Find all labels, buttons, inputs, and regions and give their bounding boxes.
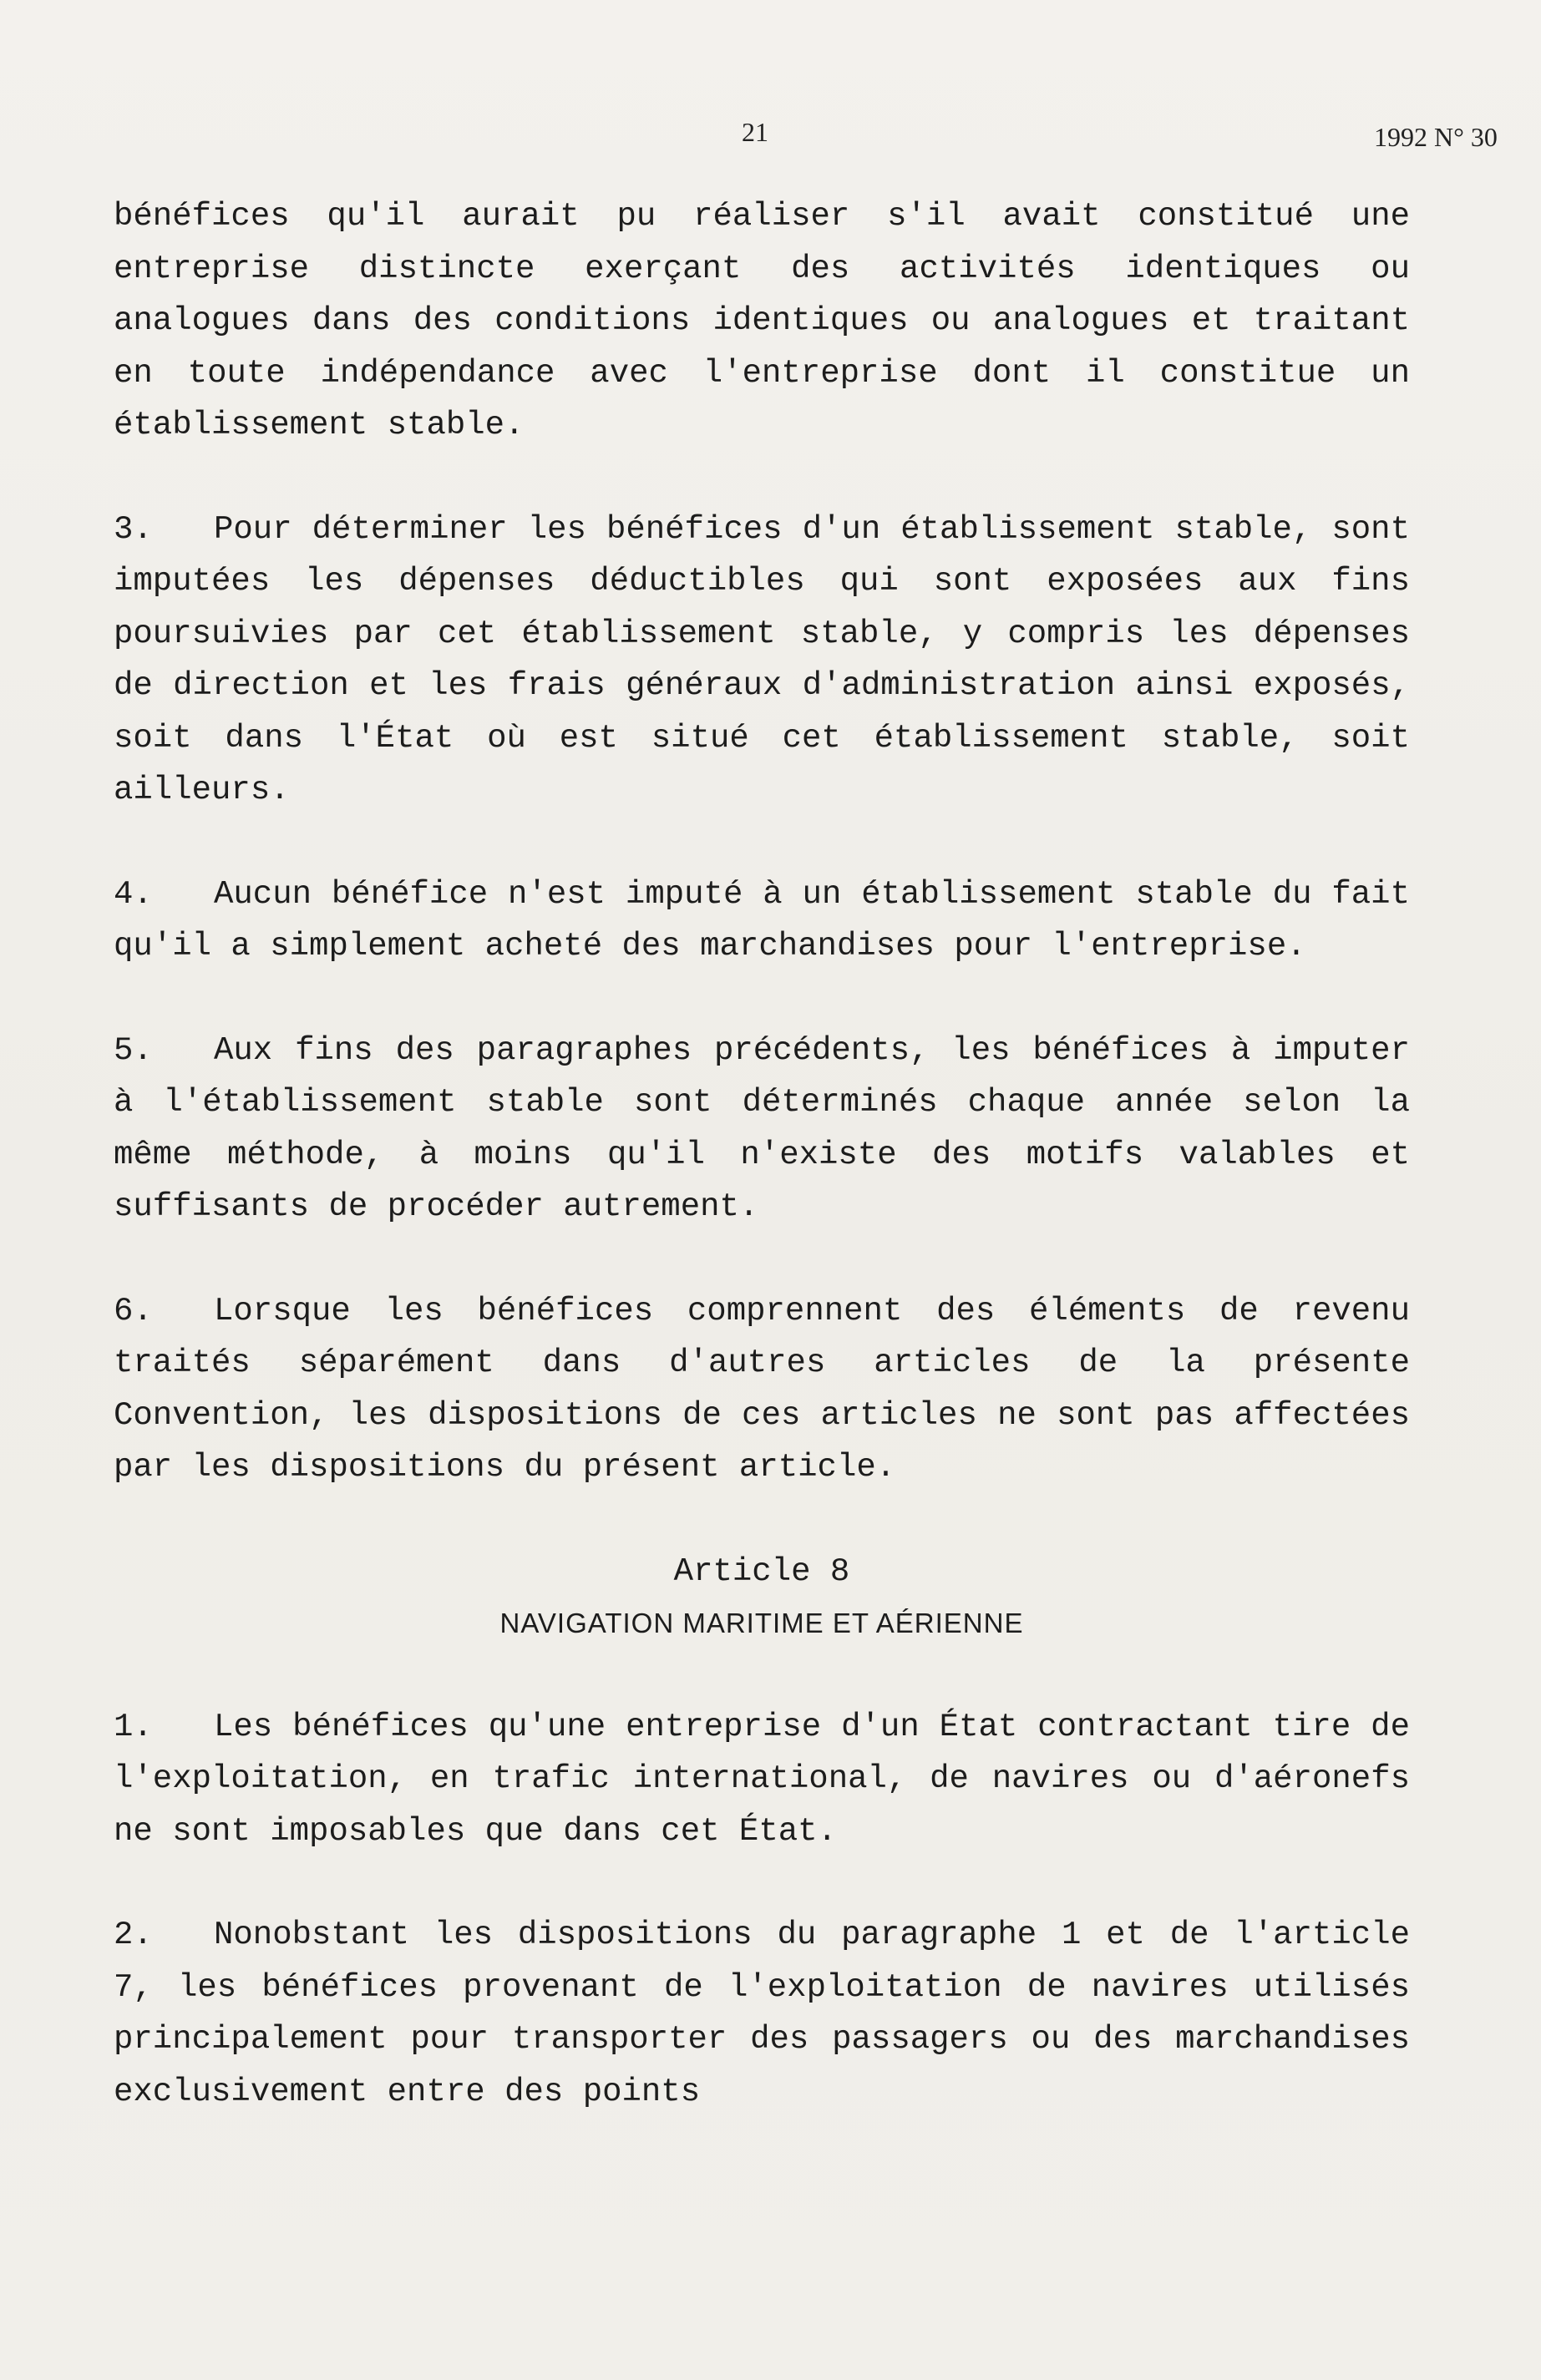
article-subtitle: NAVIGATION MARITIME ET AÉRIENNE: [499, 1607, 1024, 1638]
paragraph-6: [114, 1285, 1410, 1494]
paragraph-number: 6.: [114, 1292, 153, 1329]
paragraph-number: 3.: [114, 510, 153, 548]
paragraph-number: 4.: [114, 875, 153, 913]
paragraph-text: Pour déterminer les bénéfices d'un établissement stable, sont imputées les dépenses déductibles qui sont exposées aux fins poursuivies par cet établissement stable, y compris les dépenses de direction et les frais généraux d'administration ainsi exposés, soit dans l'État où est situé cet établissement stable, soit ailleurs.: [114, 510, 1410, 808]
article-paragraph-1: [114, 1701, 1410, 1858]
article-title: Article 8: [673, 1552, 850, 1590]
paragraph-text: Nonobstant les dispositions du paragraphe 1 et de l'article 7, les bénéfices provenant de l'exploitation de navires utilisés principalement pour transporter des passagers ou des marchandises exclusivement entre des points: [114, 1917, 1410, 2110]
paragraph-4: [114, 868, 1410, 973]
issue-number: 1992 N° 30: [1374, 122, 1498, 152]
article-paragraph-2: [114, 1909, 1410, 2118]
paragraph-continued: bénéfices qu'il aurait pu réaliser s'il avait constitué une entreprise distincte exerçant des activités identiques ou analogues dans des conditions identiques ou analogues et traitant en toute indépendance avec l'entreprise dont il constitue un établissement stable.: [114, 198, 1410, 443]
paragraph-text: Lorsque les bénéfices comprennent des éléments de revenu traités séparément dans d'autres articles de la présente Convention, les dispositions de ces articles ne sont pas affectées par les dispositions du présent article.: [114, 1292, 1410, 1486]
page-number: 21: [742, 117, 768, 147]
paragraph-text: Aux fins des paragraphes précédents, les bénéfices à imputer à l'établissement stable sont déterminés chaque année selon la même méthode, à moins qu'il n'existe des motifs valables et suffisants de procéder autrement.: [114, 1031, 1410, 1225]
paragraph-5: [114, 1025, 1410, 1233]
paragraph-number: 5.: [114, 1031, 153, 1069]
paragraph-3: [114, 504, 1410, 817]
document-body: [114, 190, 1410, 2118]
page-header: [0, 117, 1541, 159]
paragraph-text: Aucun bénéfice n'est imputé à un établissement stable du fait qu'il a simplement acheté des marchandises pour l'entreprise.: [114, 875, 1410, 965]
paragraph-number: 2.: [114, 1917, 153, 1953]
paragraph-number: 1.: [114, 1708, 153, 1745]
paragraph-text: Les bénéfices qu'une entreprise d'un État contractant tire de l'exploitation, en trafic international, de navires ou d'aéronefs ne sont imposables que dans cet État.: [114, 1708, 1410, 1850]
